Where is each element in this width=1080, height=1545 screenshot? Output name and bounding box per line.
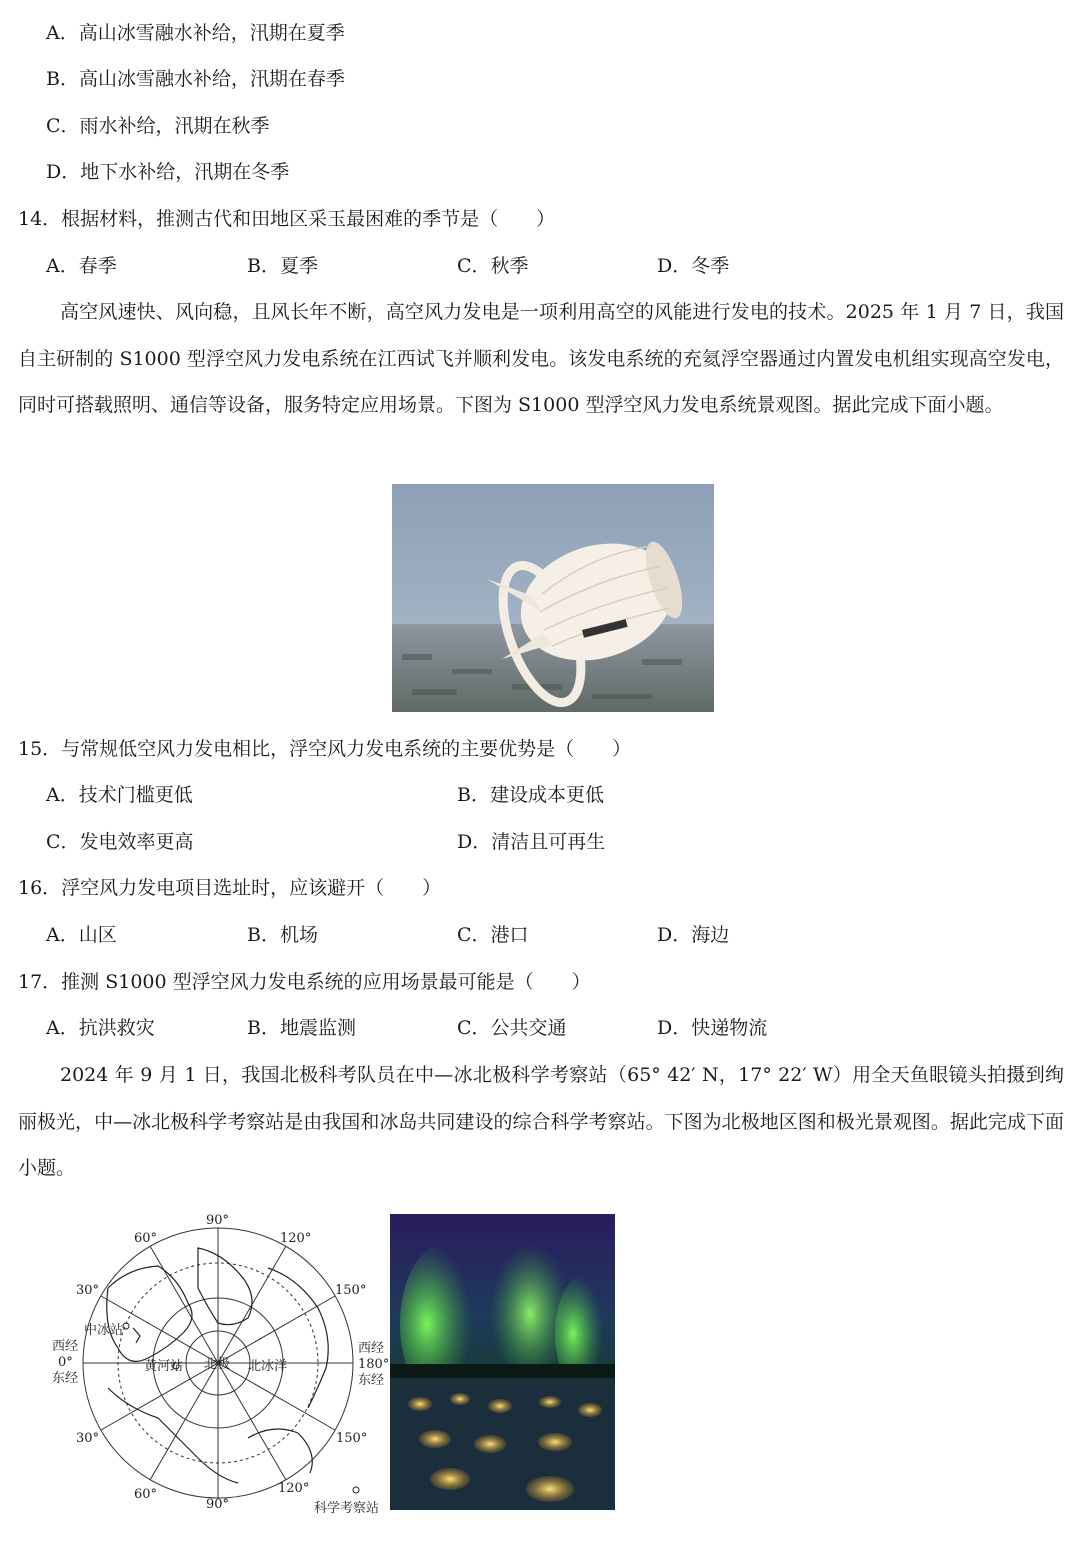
material-paragraph-aurora: 2024 年 9 月 1 日，我国北极科考队员在中—冰北极科学考察站（65° 42′ N，17° 22′ W）用全天鱼眼镜头拍摄到绚丽极光，中—冰北极科学考察站是由我国和冰岛共同建设的综合科学考察站。下图为北极地区图和极光景观图。据此完成下面小题。 xyxy=(18,1064,1064,1179)
lon-60-bottom-label: 60° xyxy=(134,1487,158,1502)
q15-option-a: A．技术门槛更低 xyxy=(46,784,193,806)
lon-30-bottom-label: 30° xyxy=(76,1431,100,1446)
lon-30-label: 30° xyxy=(76,1283,100,1298)
north-pole-label: 北极 xyxy=(204,1357,231,1372)
lon-120-label: 120° xyxy=(280,1231,312,1246)
q16-option-c: C．港口 xyxy=(457,924,529,946)
aurora-photo xyxy=(390,1214,615,1510)
q17-option-c: C．公共交通 xyxy=(457,1017,567,1039)
material-paragraph-wind-power: 高空风速快、风向稳，且风长年不断，高空风力发电是一项利用高空的风能进行发电的技术。2025 年 1 月 7 日，我国自主研制的 S1000 型浮空风力发电系统在江西试飞并顺利发电。该发电系统的充氦浮空器通过内置发电机组实现高空发电，同时可搭载照明、通信等设备，服务特定应用场景。下图为 S1000 型浮空风力发电系统景观图。据此完成下面小题。 xyxy=(18,301,1064,416)
q14-option-b: B．夏季 xyxy=(247,255,318,277)
airship-photo xyxy=(392,484,714,712)
q13-option-d: D．地下水补给，汛期在冬季 xyxy=(46,161,290,183)
legend-station-label: 科学考察站 xyxy=(314,1501,380,1516)
q13-option-c: C．雨水补给，汛期在秋季 xyxy=(46,115,270,137)
zero-label: 0° xyxy=(58,1355,73,1370)
q17-option-a: A．抗洪救灾 xyxy=(46,1017,155,1039)
station-huanghe-label: 黄河站 xyxy=(144,1359,184,1374)
east-right-label: 东经 xyxy=(358,1373,385,1388)
q16-stem: 16．浮空风力发电项目选址时，应该避开（ ） xyxy=(18,877,442,899)
q13-option-b: B．高山冰雪融水补给，汛期在春季 xyxy=(46,68,345,90)
q16-option-b: B．机场 xyxy=(247,924,318,946)
q14-option-d: D．冬季 xyxy=(657,255,730,277)
q13-option-a: A．高山冰雪融水补给，汛期在夏季 xyxy=(46,22,345,44)
one80-label: 180° xyxy=(358,1357,388,1372)
lon-120-bottom-label: 120° xyxy=(278,1481,310,1496)
lon-90-bottom-label: 90° xyxy=(206,1497,230,1512)
q17-stem: 17．推测 S1000 型浮空风力发电系统的应用场景最可能是（ ） xyxy=(18,971,591,993)
q17-option-b: B．地震监测 xyxy=(247,1017,356,1039)
arctic-ocean-label: 北冰洋 xyxy=(248,1359,288,1374)
q15-option-c: C．发电效率更高 xyxy=(46,831,194,853)
station-zhongbing-label: 中冰站 xyxy=(84,1323,124,1338)
q16-option-a: A．山区 xyxy=(46,924,117,946)
lon-60-label: 60° xyxy=(134,1231,158,1246)
q15-stem: 15．与常规低空风力发电相比，浮空风力发电系统的主要优势是（ ） xyxy=(18,738,632,760)
west-left-label: 西经 xyxy=(52,1339,79,1354)
q14-option-c: C．秋季 xyxy=(457,255,529,277)
q15-option-b: B．建设成本更低 xyxy=(457,784,604,806)
q14-stem: 14．根据材料，推测古代和田地区采玉最困难的季节是（ ） xyxy=(18,208,556,230)
q14-option-a: A．春季 xyxy=(46,255,117,277)
q15-option-d: D．清洁且可再生 xyxy=(457,831,606,853)
lon-150-label: 150° xyxy=(335,1283,367,1298)
east-left-label: 东经 xyxy=(52,1371,79,1386)
lon-150-bottom-label: 150° xyxy=(336,1431,368,1446)
q16-option-d: D．海边 xyxy=(657,924,730,946)
lon-90-top-label: 90° xyxy=(206,1213,230,1228)
arctic-map xyxy=(48,1208,388,1518)
west-right-label: 西经 xyxy=(358,1341,385,1356)
q17-option-d: D．快递物流 xyxy=(657,1017,768,1039)
